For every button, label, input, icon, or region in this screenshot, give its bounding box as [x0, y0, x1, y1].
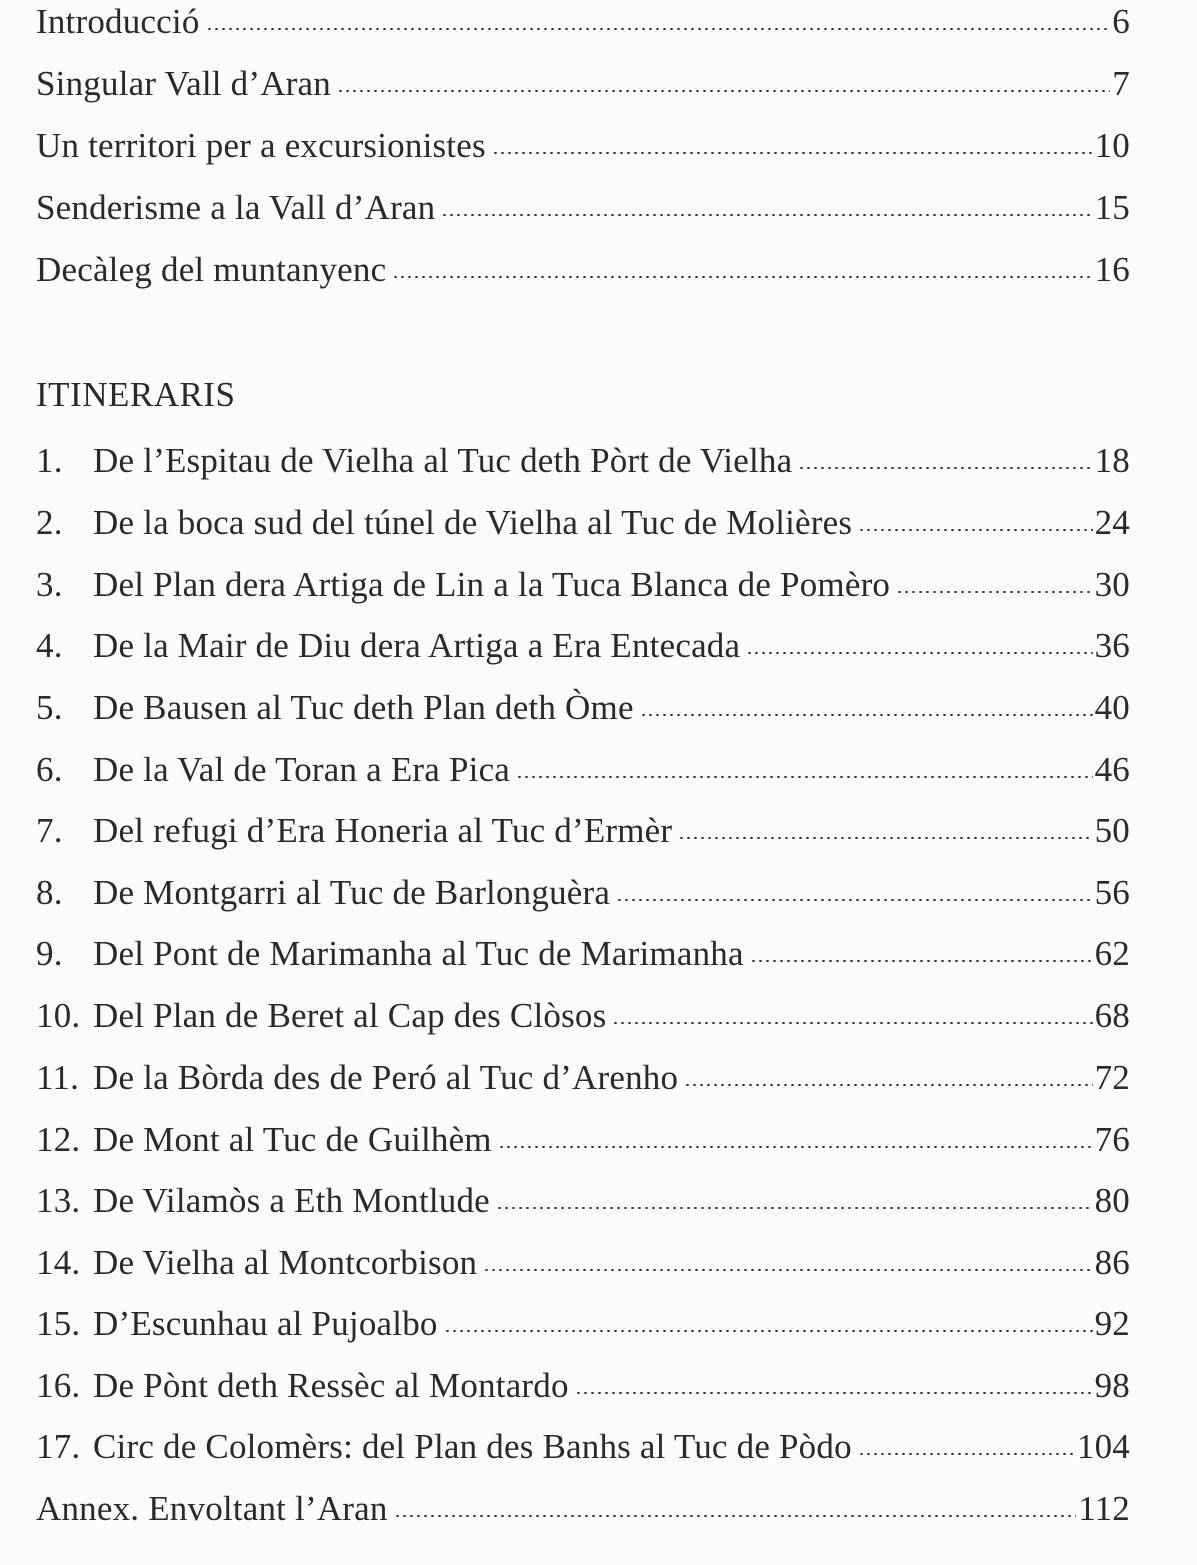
itinerary-page: 36 — [1094, 626, 1130, 665]
toc-itinerary-14[interactable] — [36, 1241, 1130, 1285]
itinerary-page: 92 — [1094, 1304, 1130, 1343]
dot-leader — [678, 837, 1092, 839]
toc-entry-page: 112 — [1078, 1489, 1130, 1528]
itinerary-page: 62 — [1094, 934, 1130, 973]
dot-leader — [444, 1330, 1093, 1332]
itinerary-title: De Vilamòs a Eth Montlude — [93, 1181, 490, 1220]
dot-leader — [575, 1392, 1093, 1394]
itinerary-number: 2. — [36, 503, 63, 542]
itinerary-title: D’Escunhau al Pujoalbo — [93, 1304, 438, 1343]
itinerary-number: 1. — [36, 441, 63, 480]
itinerary-page: 46 — [1094, 750, 1130, 789]
itinerary-title: Del Plan dera Artiga de Lin a la Tuca Blanca de Pomèro — [93, 565, 891, 604]
itinerary-number: 6. — [36, 750, 63, 789]
itinerary-title: De la Bòrda des de Peró al Tuc d’Arenho — [93, 1058, 679, 1097]
toc-itinerary-10[interactable] — [36, 994, 1130, 1038]
itinerary-number: 14. — [36, 1243, 81, 1282]
toc-itinerary-12[interactable] — [36, 1118, 1130, 1162]
itinerary-title: De Montgarri al Tuc de Barlonguèra — [93, 873, 611, 912]
dot-leader — [492, 152, 1093, 154]
toc-itinerary-1[interactable] — [36, 439, 1130, 483]
itinerary-page: 72 — [1094, 1058, 1130, 1097]
dot-leader — [483, 1269, 1092, 1271]
toc-entry-annex[interactable] — [36, 1487, 1130, 1531]
itinerary-page: 24 — [1094, 503, 1130, 542]
toc-entry-singular-vall[interactable] — [36, 62, 1130, 106]
dot-leader — [858, 529, 1092, 531]
itinerary-title: Del refugi d’Era Honeria al Tuc d’Ermèr — [93, 811, 673, 850]
itinerary-number: 3. — [36, 565, 63, 604]
dot-leader — [612, 1022, 1092, 1024]
toc-itinerary-11[interactable] — [36, 1056, 1130, 1100]
itinerary-title: Circ de Colomèrs: del Plan des Banhs al Tuc de Pòdo — [93, 1427, 852, 1466]
itinerary-title: De la Mair de Diu dera Artiga a Era Entecada — [93, 626, 741, 665]
itinerary-number: 9. — [36, 934, 63, 973]
itinerary-number: 4. — [36, 626, 63, 665]
itinerary-title: De Bausen al Tuc deth Plan deth Òme — [93, 688, 634, 727]
toc-entry-title: Decàleg del muntanyenc — [36, 250, 387, 289]
dot-leader — [392, 276, 1092, 278]
itinerary-page: 104 — [1076, 1427, 1130, 1466]
dot-leader — [498, 1146, 1093, 1148]
toc-entry-decaleg[interactable] — [36, 248, 1130, 292]
toc-itinerary-16[interactable] — [36, 1364, 1130, 1408]
dot-leader — [516, 776, 1093, 778]
toc-itinerary-9[interactable] — [36, 932, 1130, 976]
dot-leader — [337, 90, 1110, 92]
toc-itinerary-8[interactable] — [36, 871, 1130, 915]
itinerary-number: 11. — [36, 1058, 80, 1097]
dot-leader — [441, 214, 1092, 216]
toc-itinerary-7[interactable] — [36, 809, 1130, 853]
itinerary-title: De Mont al Tuc de Guilhèm — [93, 1120, 492, 1159]
toc-entry-page: 15 — [1094, 188, 1130, 227]
itinerary-title: De la boca sud del túnel de Vielha al Tuc de Molières — [93, 503, 853, 542]
toc-entry-title: Introducció — [36, 2, 200, 41]
dot-leader — [896, 591, 1092, 593]
toc-entry-title: Annex. Envoltant l’Aran — [36, 1489, 388, 1528]
itinerary-page: 30 — [1094, 565, 1130, 604]
toc-entry-title: Singular Vall d’Aran — [36, 64, 331, 103]
section-heading-itineraris: ITINERARIS — [36, 375, 236, 414]
dot-leader — [684, 1084, 1092, 1086]
dot-leader — [746, 652, 1092, 654]
toc-entry-page: 7 — [1112, 64, 1130, 103]
itinerary-page: 68 — [1094, 996, 1130, 1035]
itinerary-page: 56 — [1094, 873, 1130, 912]
itinerary-number: 15. — [36, 1304, 81, 1343]
toc-itinerary-15[interactable] — [36, 1302, 1130, 1346]
itinerary-number: 5. — [36, 688, 63, 727]
dot-leader — [798, 467, 1092, 469]
itinerary-number: 12. — [36, 1120, 81, 1159]
toc-entry-senderisme[interactable] — [36, 186, 1130, 230]
itinerary-number: 13. — [36, 1181, 81, 1220]
toc-entry-introduccio[interactable] — [36, 0, 1130, 44]
toc-entry-title: Senderisme a la Vall d’Aran — [36, 188, 436, 227]
toc-itinerary-5[interactable] — [36, 686, 1130, 730]
toc-itinerary-17[interactable] — [36, 1425, 1130, 1469]
itinerary-title: Del Plan de Beret al Cap des Clòsos — [93, 996, 607, 1035]
toc-entry-title: Un territori per a excursionistes — [36, 126, 486, 165]
itinerary-number: 10. — [36, 996, 81, 1035]
toc-entry-page: 10 — [1094, 126, 1130, 165]
toc-entry-page: 6 — [1112, 2, 1130, 41]
itinerary-title: De l’Espitau de Vielha al Tuc deth Pòrt de Vielha — [93, 441, 793, 480]
dot-leader — [496, 1207, 1093, 1209]
toc-itinerary-3[interactable] — [36, 563, 1130, 607]
itinerary-page: 40 — [1094, 688, 1130, 727]
toc-itinerary-6[interactable] — [36, 748, 1130, 792]
toc-itinerary-13[interactable] — [36, 1179, 1130, 1223]
dot-leader — [616, 899, 1092, 901]
dot-leader — [640, 714, 1093, 716]
itinerary-number: 7. — [36, 811, 63, 850]
itinerary-page: 18 — [1094, 441, 1130, 480]
itinerary-number: 17. — [36, 1427, 81, 1466]
itinerary-page: 50 — [1094, 811, 1130, 850]
itinerary-page: 98 — [1094, 1366, 1130, 1405]
dot-leader — [750, 960, 1093, 962]
itinerary-page: 86 — [1094, 1243, 1130, 1282]
toc-entry-page: 16 — [1094, 250, 1130, 289]
itinerary-page: 76 — [1094, 1120, 1130, 1159]
toc-entry-territori[interactable] — [36, 124, 1130, 168]
dot-leader — [394, 1515, 1077, 1517]
dot-leader — [206, 28, 1111, 30]
toc-itinerary-4[interactable] — [36, 624, 1130, 668]
itinerary-title: De Pònt deth Ressèc al Montardo — [93, 1366, 569, 1405]
itinerary-title: Del Pont de Marimanha al Tuc de Marimanha — [93, 934, 744, 973]
itinerary-title: De Vielha al Montcorbison — [93, 1243, 478, 1282]
itinerary-page: 80 — [1094, 1181, 1130, 1220]
dot-leader — [858, 1453, 1075, 1455]
itinerary-title: De la Val de Toran a Era Pica — [93, 750, 511, 789]
itinerary-number: 16. — [36, 1366, 81, 1405]
itinerary-number: 8. — [36, 873, 63, 912]
toc-itinerary-2[interactable] — [36, 501, 1130, 545]
